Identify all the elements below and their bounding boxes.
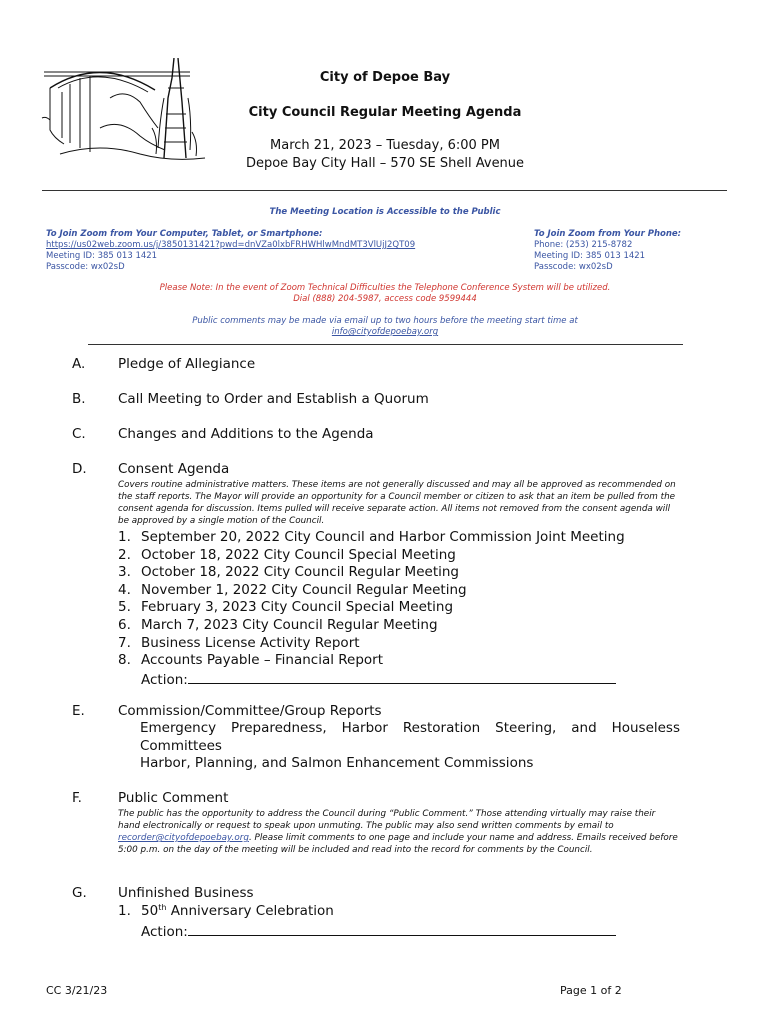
list-item bbox=[118, 529, 678, 547]
list-item bbox=[118, 564, 678, 582]
footer-date: CC 3/21/23 bbox=[46, 984, 108, 997]
list-item-text: Accounts Payable – Financial Report bbox=[141, 652, 384, 669]
technical-difficulties-note bbox=[100, 283, 670, 305]
item-a-letter: A. bbox=[72, 356, 86, 372]
list-item-text: November 1, 2022 City Council Regular Meeting bbox=[141, 581, 467, 598]
unfinished-item-1 bbox=[118, 903, 334, 919]
list-item-number: 3. bbox=[118, 564, 131, 581]
list-item-number: 8. bbox=[118, 652, 131, 669]
unfinished-action-label: Action: bbox=[141, 924, 188, 940]
list-item-number: 4. bbox=[118, 581, 131, 598]
consent-description: Covers routine administrative matters. These items are not generally discussed and may all be approved as recommended on the staff reports. The Mayor will provide an opportunity for a Council member or citizen to ask that an item be pulled from the consent agenda for discussion. Items pulled will receive separate action. All items not removed from the consent agenda will be approved by a single motion of the Council. bbox=[118, 480, 676, 526]
notes-divider bbox=[88, 344, 683, 345]
public-comment-desc-1: The public has the opportunity to address the Council during “Public Comment.” Those attending virtually may raise their hand electronically or request to speak upon unmuting. The public may also send written comments by email to bbox=[118, 809, 656, 831]
list-item-number: 6. bbox=[118, 616, 131, 633]
unfinished-item-number: 1. bbox=[118, 903, 131, 919]
unfinished-item-text: Anniversary Celebration bbox=[166, 903, 334, 919]
zoom-phone-heading: To Join Zoom from Your Phone: bbox=[534, 229, 682, 239]
public-comments-email[interactable]: info@cityofdepoebay.org bbox=[331, 327, 439, 337]
list-item-number: 1. bbox=[118, 529, 131, 545]
item-g-letter: G. bbox=[72, 885, 87, 901]
meeting-date: March 21, 2023 – Tuesday, 6:00 PM bbox=[270, 138, 500, 153]
reports-line-3: Harbor, Planning, and Salmon Enhancement Commissions bbox=[140, 755, 534, 771]
list-item bbox=[118, 652, 678, 670]
recorder-email-link[interactable]: recorder@cityofdepoebay.org bbox=[118, 833, 249, 843]
item-g-title: Unfinished Business bbox=[118, 885, 254, 901]
reports-line-1: Emergency Preparedness, Harbor Restoration Steering, and Houseless bbox=[140, 720, 680, 736]
agenda-title: City Council Regular Meeting Agenda bbox=[248, 105, 522, 120]
consent-action-line[interactable] bbox=[188, 669, 616, 684]
list-item-text: September 20, 2022 City Council and Harbor Commission Joint Meeting bbox=[141, 529, 625, 545]
public-comment-desc-2: . Please limit comments to one page and include your name and address. Emails received before 5:00 p.m. on the day of the meeting will be included and read into the record for comments by the Council. bbox=[118, 833, 678, 855]
zoom-link[interactable]: https://us02web.zoom.us/j/3850131421?pwd=dnVZa0lxbFRHWHlwMndMT3VlUjJ2QT09 bbox=[46, 240, 416, 250]
unfinished-action-line[interactable] bbox=[188, 921, 616, 936]
unfinished-item-sup: th bbox=[158, 903, 167, 912]
zoom-computer-info bbox=[46, 229, 506, 273]
reports-line-2: Committees bbox=[140, 738, 222, 754]
list-item bbox=[118, 547, 678, 565]
meeting-location: Depoe Bay City Hall – 570 SE Shell Avenue bbox=[245, 156, 525, 171]
public-comments-line: Public comments may be made via email up to two hours before the meeting start time at bbox=[192, 316, 578, 326]
zoom-phone-meeting-id: Meeting ID: 385 013 1421 bbox=[534, 251, 646, 261]
header-divider bbox=[42, 190, 727, 191]
item-f-letter: F. bbox=[72, 790, 82, 806]
item-a-title: Pledge of Allegiance bbox=[118, 356, 256, 372]
zoom-computer-heading: To Join Zoom from Your Computer, Tablet, or Smartphone: bbox=[46, 229, 323, 239]
list-item bbox=[118, 617, 678, 635]
item-c-title: Changes and Additions to the Agenda bbox=[118, 426, 374, 442]
page-number: Page 1 of 2 bbox=[560, 984, 622, 997]
header bbox=[200, 70, 570, 171]
consent-action-label: Action: bbox=[141, 672, 188, 688]
item-d-letter: D. bbox=[72, 461, 87, 477]
list-item-number: 2. bbox=[118, 546, 131, 563]
list-item-number: 7. bbox=[118, 634, 131, 651]
public-comments-note bbox=[100, 316, 670, 338]
list-item-text: February 3, 2023 City Council Special Meeting bbox=[141, 599, 454, 616]
zoom-computer-meeting-id: Meeting ID: 385 013 1421 bbox=[46, 251, 158, 261]
list-item-text: Business License Activity Report bbox=[141, 634, 360, 651]
list-item-text: October 18, 2022 City Council Special Meeting bbox=[141, 546, 456, 563]
list-item bbox=[118, 582, 678, 600]
note-line-2: Dial (888) 204-5987, access code 9599444 bbox=[293, 294, 477, 304]
city-name: City of Depoe Bay bbox=[319, 70, 451, 85]
note-line-1: Please Note: In the event of Zoom Technical Difficulties the Telephone Conference System will be utilized. bbox=[159, 283, 611, 293]
item-b-title: Call Meeting to Order and Establish a Quorum bbox=[118, 391, 429, 407]
public-comment-description bbox=[118, 808, 680, 856]
consent-action bbox=[141, 669, 616, 688]
zoom-computer-passcode: Passcode: wx02sD bbox=[46, 262, 125, 272]
zoom-phone-passcode: Passcode: wx02sD bbox=[534, 262, 613, 272]
item-b-letter: B. bbox=[72, 391, 86, 407]
consent-list bbox=[118, 529, 678, 670]
unfinished-action bbox=[141, 921, 616, 940]
list-item-number: 5. bbox=[118, 599, 131, 616]
zoom-phone-info bbox=[534, 229, 734, 273]
accessibility-note: The Meeting Location is Accessible to the Public bbox=[269, 207, 501, 217]
list-item-text: March 7, 2023 City Council Regular Meeting bbox=[141, 616, 438, 633]
zoom-phone-number: Phone: (253) 215-8782 bbox=[534, 240, 633, 250]
unfinished-item-ordinal: 50 bbox=[141, 903, 159, 919]
item-f-title: Public Comment bbox=[118, 790, 229, 806]
bridge-logo bbox=[40, 58, 210, 166]
item-e-title: Commission/Committee/Group Reports bbox=[118, 703, 382, 719]
list-item bbox=[118, 599, 678, 617]
item-c-letter: C. bbox=[72, 426, 86, 442]
item-e-letter: E. bbox=[72, 703, 85, 719]
item-d-title: Consent Agenda bbox=[118, 461, 230, 477]
list-item bbox=[118, 635, 678, 653]
list-item-text: October 18, 2022 City Council Regular Meeting bbox=[141, 564, 459, 581]
